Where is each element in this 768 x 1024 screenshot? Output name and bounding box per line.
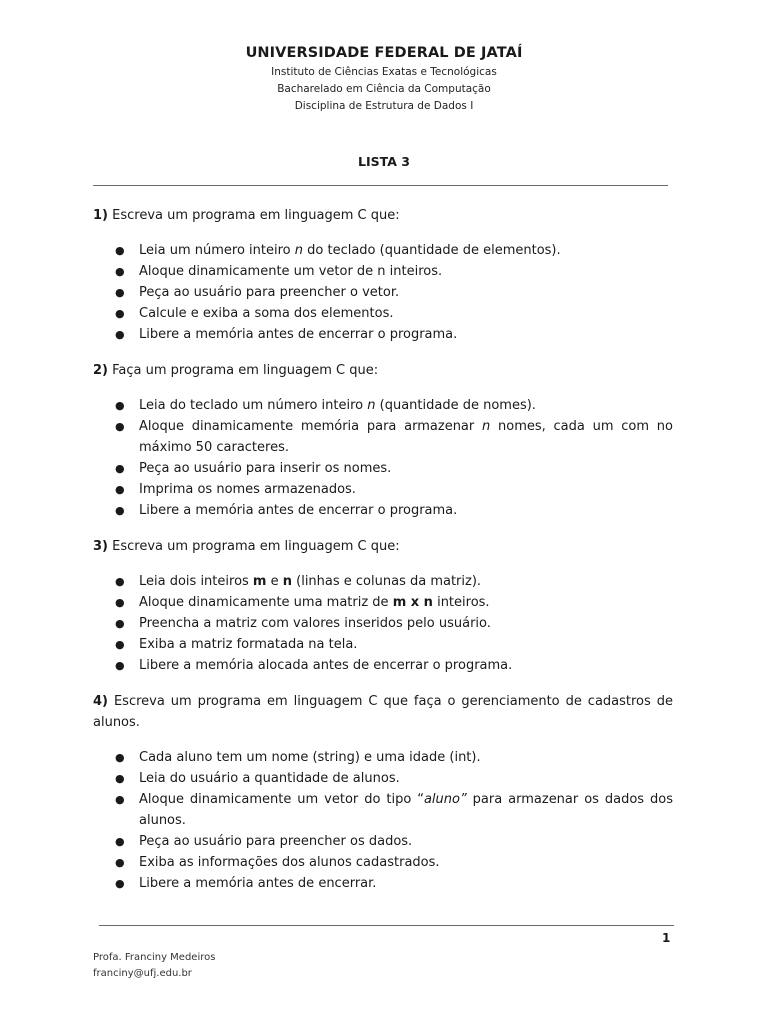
course-name: Bacharelado em Ciência da Computação [277,83,491,95]
list-item: ● Leia do usuário a quantidade de alunos. [93,768,673,789]
list-item: ● Peça ao usuário para preencher os dados. [93,831,673,852]
bullet-icon: ● [115,793,125,806]
question-4-items [93,747,673,894]
exercise-list [93,205,673,909]
bullet-icon: ● [115,751,125,764]
author-email: franciny@ufj.edu.br [93,967,192,979]
question-2 [93,360,673,381]
question-2-items [93,395,673,521]
bullet-icon: ● [115,244,125,257]
bullet-icon: ● [115,420,125,433]
university-name: UNIVERSIDADE FEDERAL DE JATAÍ [245,45,523,61]
bottom-divider [99,925,674,926]
list-item: ● Preencha a matriz com valores inseridos pelo usuário. [93,613,673,634]
bullet-icon: ● [115,328,125,341]
institute-name: Instituto de Ciências Exatas e Tecnológicas [271,66,497,78]
list-item: ● Libere a memória alocada antes de encerrar o programa. [93,655,673,676]
list-item: ● Libere a memória antes de encerrar o programa. [93,500,673,521]
list-item: ● Exiba a matriz formatada na tela. [93,634,673,655]
list-item: ● Cada aluno tem um nome (string) e uma idade (int). [93,747,673,768]
page-number: 1 [662,931,671,945]
question-number: 4) [93,694,108,709]
bullet-icon: ● [115,483,125,496]
bullet-icon: ● [115,617,125,630]
bullet-icon: ● [115,575,125,588]
question-1 [93,205,673,226]
question-text: Escreva um programa em linguagem C que faça o gerenciamento de cadastros de alunos. [93,694,673,730]
bullet-icon: ● [115,877,125,890]
author-name: Profa. Franciny Medeiros [93,952,216,963]
list-item: ● Libere a memória antes de encerrar o programa. [93,324,673,345]
bullet-icon: ● [115,638,125,651]
document-header [0,42,768,115]
question-number: 2) [93,363,108,378]
list-item: ● Aloque dinamicamente memória para armazenar n nomes, cada um com no máximo 50 caracteres. [93,416,673,458]
footer [93,950,215,981]
question-number: 1) [93,208,108,223]
list-item: ● Aloque dinamicamente uma matriz de m x n inteiros. [93,592,673,613]
discipline-name: Disciplina de Estrutura de Dados I [294,100,474,112]
question-3 [93,536,673,557]
list-item: ● Calcule e exiba a soma dos elementos. [93,303,673,324]
question-text: Escreva um programa em linguagem C que: [108,539,400,554]
question-text: Escreva um programa em linguagem C que: [108,208,400,223]
bullet-icon: ● [115,659,125,672]
top-divider [93,185,668,186]
question-number: 3) [93,539,108,554]
bullet-icon: ● [115,835,125,848]
question-text: Faça um programa em linguagem C que: [108,363,379,378]
bullet-icon: ● [115,286,125,299]
list-item: ● Peça ao usuário para preencher o vetor. [93,282,673,303]
bullet-icon: ● [115,504,125,517]
bullet-icon: ● [115,596,125,609]
list-item: ● Leia dois inteiros m e n (linhas e colunas da matriz). [93,571,673,592]
list-item: ● Aloque dinamicamente um vetor de n inteiros. [93,261,673,282]
bullet-icon: ● [115,399,125,412]
list-item: ● Leia do teclado um número inteiro n (quantidade de nomes). [93,395,673,416]
list-item: ● Imprima os nomes armazenados. [93,479,673,500]
bullet-icon: ● [115,772,125,785]
bullet-icon: ● [115,856,125,869]
list-item: ● Peça ao usuário para inserir os nomes. [93,458,673,479]
list-item: ● Aloque dinamicamente um vetor do tipo “aluno” para armazenar os dados dos alunos. [93,789,673,831]
list-item: ● Leia um número inteiro n do teclado (quantidade de elementos). [93,240,673,261]
question-1-items [93,240,673,345]
question-4 [93,691,673,733]
list-title: LISTA 3 [358,154,410,169]
bullet-icon: ● [115,462,125,475]
list-item: ● Libere a memória antes de encerrar. [93,873,673,894]
list-item: ● Exiba as informações dos alunos cadastrados. [93,852,673,873]
question-3-items [93,571,673,676]
bullet-icon: ● [115,307,125,320]
bullet-icon: ● [115,265,125,278]
